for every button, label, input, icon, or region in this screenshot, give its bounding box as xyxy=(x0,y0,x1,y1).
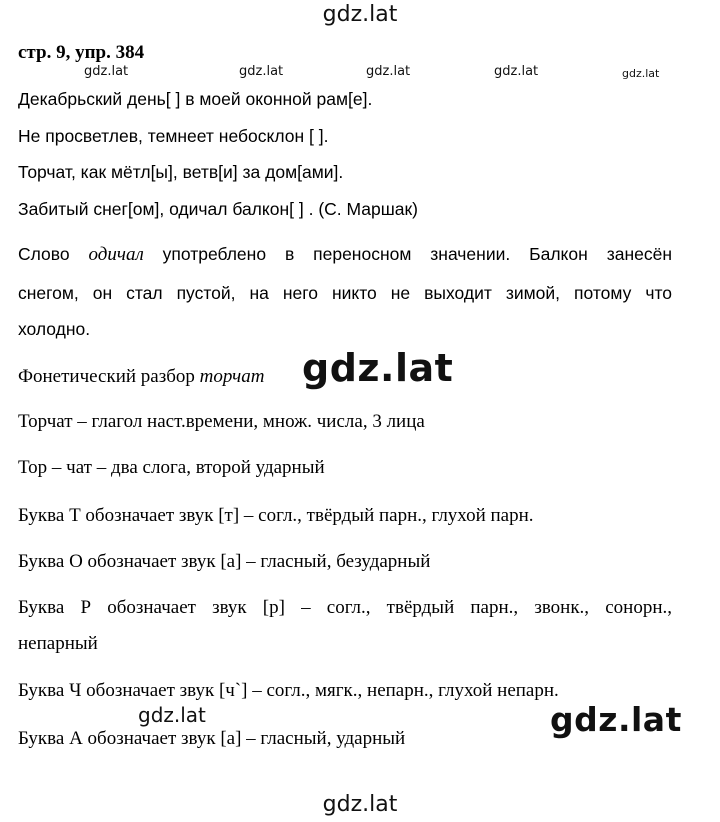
explanation-line-1 xyxy=(18,244,672,266)
watermark-lower-left: gdz.lat xyxy=(138,703,206,727)
watermark-row-item: gdz.lat xyxy=(84,64,129,79)
poem-line: Торчат, как мётл[ы], ветв[и] за дом[ами]. xyxy=(18,162,344,182)
explanation-line-3: холодно. xyxy=(18,319,91,339)
explanation-prefix: Слово xyxy=(18,244,89,264)
phonetic-line: Буква А обозначает звук [а] – гласный, ударный xyxy=(18,728,406,749)
watermark-row-item: gdz.lat xyxy=(366,64,411,79)
explanation-line-2: снегом, он стал пустой, на него никто не выходит зимой, потому что xyxy=(18,283,672,303)
watermark-row-item: gdz.lat xyxy=(494,64,539,79)
explanation-suffix: употреблено в переносном значении. Балкон занесён xyxy=(143,244,672,264)
phonetic-line: Тор – чат – два слога, второй ударный xyxy=(18,457,325,478)
poem-line: Забитый снег[ом], одичал балкон[ ] . (С. Маршак) xyxy=(18,199,419,219)
watermark-bottom: gdz.lat xyxy=(322,792,398,817)
phonetic-line: Буква Р обозначает звук [р] – согл., твёрдый парн., звонк., сонорн., xyxy=(18,597,672,618)
exercise-heading: стр. 9, упр. 384 xyxy=(18,42,145,63)
phonetic-line: непарный xyxy=(18,633,98,654)
phonetic-title-prefix: Фонетический разбор xyxy=(18,366,200,387)
poem-line: Декабрьский день[ ] в моей оконной рам[е]. xyxy=(18,89,373,109)
explanation-word: одичал xyxy=(88,244,144,265)
watermark-row-item: gdz.lat xyxy=(622,67,660,80)
watermark-row-item: gdz.lat xyxy=(239,64,284,79)
phonetic-line: Буква О обозначает звук [а] – гласный, безударный xyxy=(18,551,431,572)
phonetic-title xyxy=(18,366,264,388)
phonetic-title-word: торчат xyxy=(199,366,265,387)
phonetic-line: Буква Т обозначает звук [т] – согл., твёрдый парн., глухой парн. xyxy=(18,505,534,526)
watermark-top: gdz.lat xyxy=(322,2,398,27)
phonetic-line: Буква Ч обозначает звук [ч`] – согл., мягк., непарн., глухой непарн. xyxy=(18,680,559,701)
watermark-lower-right: gdz.lat xyxy=(550,700,682,739)
phonetic-line: Торчат – глагол наст.времени, множ. числа, 3 лица xyxy=(18,411,425,432)
watermark-center: gdz.lat xyxy=(302,346,454,390)
poem-line: Не просветлев, темнеет небосклон [ ]. xyxy=(18,126,329,146)
